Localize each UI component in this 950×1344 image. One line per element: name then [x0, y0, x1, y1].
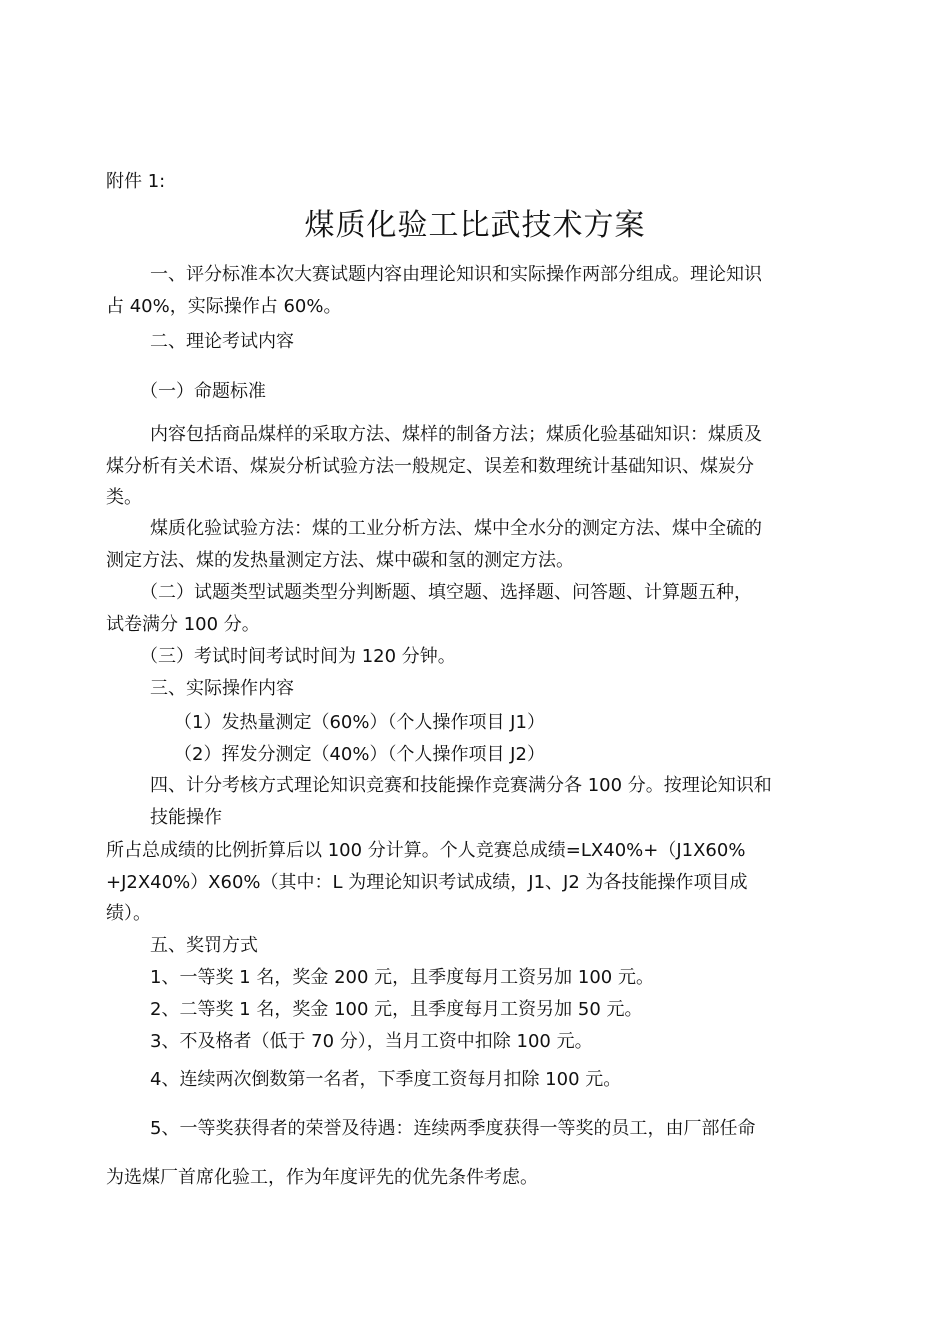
reward-item-3: 3、不及格者（低于 70 分），当月工资中扣除 100 元。	[150, 1031, 593, 1052]
section-4-text-c: 所占总成绩的比例折算后以 100 分计算。个人竞赛总成绩=LX40%+（J1X60%	[106, 840, 746, 861]
paragraph-content-c: 类。	[106, 487, 142, 508]
section-4-text-a: 四、计分考核方式理论知识竞赛和技能操作竞赛满分各 100 分。按理论知识和	[150, 775, 772, 796]
paragraph-content-b: 煤分析有关术语、煤炭分析试验方法一般规定、误差和数理统计基础知识、煤炭分	[106, 456, 754, 477]
section-1-text: 一、评分标准本次大赛试题内容由理论知识和实际操作两部分组成。理论知识	[150, 264, 762, 285]
section-4-text-e: 绩）。	[106, 903, 151, 924]
practical-item-1: （1）发热量测定（60%）（个人操作项目 J1）	[174, 712, 545, 733]
section-3-heading: 三、实际操作内容	[150, 678, 294, 699]
section-4-text-d: +J2X40%）X60%（其中：L 为理论知识考试成绩，J1、J2 为各技能操作项目成	[106, 872, 748, 893]
paragraph-methods-a: 煤质化验试验方法：煤的工业分析方法、煤中全水分的测定方法、煤中全硫的	[150, 518, 762, 539]
section-5-heading: 五、奖罚方式	[150, 935, 258, 956]
reward-item-2: 2、二等奖 1 名，奖金 100 元，且季度每月工资另加 50 元。	[150, 999, 643, 1020]
reward-item-4: 4、连续两次倒数第一名者，下季度工资每月扣除 100 元。	[150, 1069, 622, 1090]
reward-item-5b: 为选煤厂首席化验工，作为年度评先的优先条件考虑。	[106, 1167, 538, 1188]
reward-item-5a: 5、一等奖获得者的荣誉及待遇：连续两季度获得一等奖的员工，由厂部任命	[150, 1118, 756, 1139]
section-4-text-b: 技能操作	[150, 807, 222, 828]
attachment-label: 附件 1:	[106, 171, 166, 192]
section-2-heading: 二、理论考试内容	[150, 331, 294, 352]
subsection-2-1-heading: （一）命题标准	[140, 381, 266, 402]
subsection-2-2-text: （二）试题类型试题类型分判断题、填空题、选择题、问答题、计算题五种，	[140, 582, 752, 603]
subsection-2-2-text-cont: 试卷满分 100 分。	[106, 614, 260, 635]
page-title: 煤质化验工比武技术方案	[304, 208, 646, 243]
practical-item-2: （2）挥发分测定（40%）（个人操作项目 J2）	[174, 744, 545, 765]
paragraph-content-a: 内容包括商品煤样的采取方法、煤样的制备方法；煤质化验基础知识：煤质及	[150, 424, 762, 445]
reward-item-1: 1、一等奖 1 名，奖金 200 元，且季度每月工资另加 100 元。	[150, 967, 654, 988]
paragraph-methods-b: 测定方法、煤的发热量测定方法、煤中碳和氢的测定方法。	[106, 550, 574, 571]
subsection-2-3-text: （三）考试时间考试时间为 120 分钟。	[140, 646, 456, 667]
section-1-text-cont: 占 40%，实际操作占 60%。	[106, 296, 342, 317]
